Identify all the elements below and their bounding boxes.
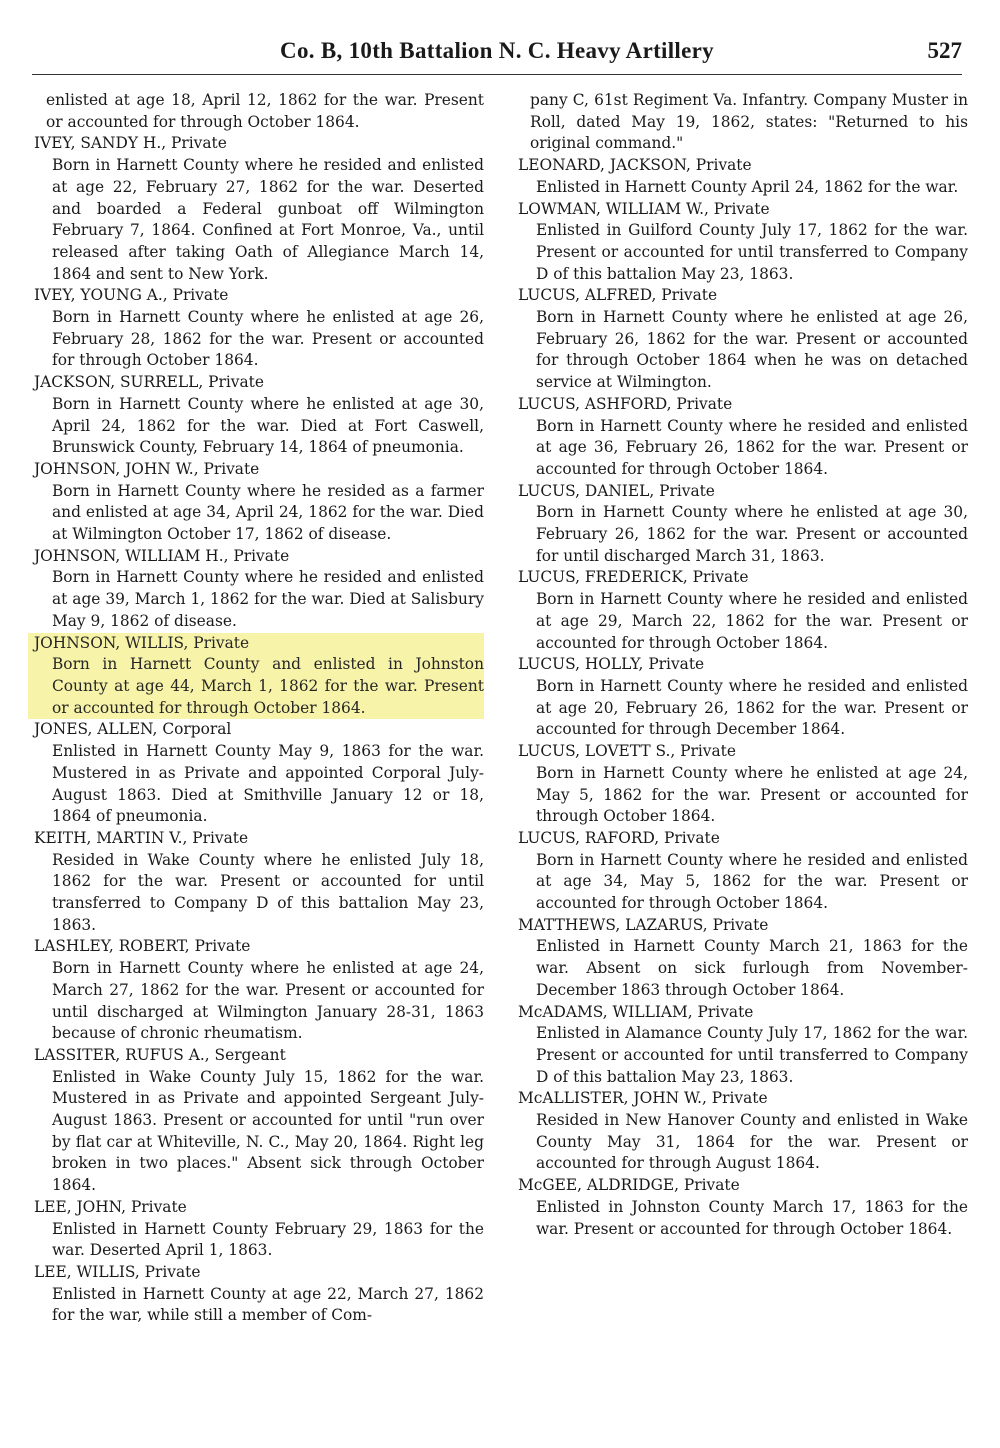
page-number: 527 — [927, 38, 962, 63]
entry-name: LUCUS, DANIEL, Private — [518, 481, 715, 500]
entry-text: Born in Harnett County where he enlisted at age 30, February 26, 1862 for the war. Present or accounted for until discharged March 31, 1863. — [536, 503, 968, 565]
roster-entry — [28, 828, 484, 937]
roster-entry — [28, 133, 484, 285]
entry-text: pany C, 61st Regiment Va. Infantry. Company Muster in Roll, dated May 19, 1862, states: "Returned to his original command." — [530, 91, 968, 153]
entry-text: Enlisted in Guilford County July 17, 1862 for the war. Present or accounted for until transferred to Company D of this battalion May 23, 1863. — [536, 221, 968, 283]
roster-entry — [28, 1262, 484, 1327]
entry-name: LUCUS, RAFORD, Private — [518, 828, 720, 847]
page-header — [32, 34, 962, 75]
entry-name: MATTHEWS, LAZARUS, Private — [518, 915, 769, 934]
roster-entry — [28, 936, 484, 1045]
entry-name: JOHNSON, WILLIS, Private — [34, 633, 250, 652]
roster-entry — [28, 546, 484, 633]
entry-text: Enlisted in Wake County July 15, 1862 for the war. Mustered in as Private and appointed Sergeant July-August 1863. Present or accounted for until "run over by flat car at Whiteville, N. C., May 20, 1864. Right leg broken in two places." Absent sick through October 1864. — [52, 1067, 484, 1195]
entry-name: LEE, JOHN, Private — [34, 1197, 187, 1216]
entry-name: LEONARD, JACKSON, Private — [518, 156, 752, 175]
roster-entry — [512, 915, 968, 1002]
entry-name: JOHNSON, WILLIAM H., Private — [34, 546, 290, 565]
entry-name: LUCUS, ASHFORD, Private — [518, 394, 733, 413]
entry-name: LASHLEY, ROBERT, Private — [34, 937, 251, 956]
roster-entry — [512, 285, 968, 394]
roster-entry — [512, 654, 968, 741]
entry-text: Born in Harnett County where he resided and enlisted at age 20, February 26, 1862 for the war. Present or accounted for through December 1864. — [536, 676, 968, 739]
entry-text: Resided in Wake County where he enlisted July 18, 1862 for the war. Present or accounted for until transferred to Company D of this battalion May 23, 1863. — [52, 850, 484, 934]
roster-entry — [512, 1002, 968, 1089]
entry-name: LUCUS, FREDERICK, Private — [518, 568, 749, 587]
entry-text: Enlisted in Johnston County March 17, 1863 for the war. Present or accounted for through October 1864. — [536, 1197, 968, 1238]
entry-text: Born in Harnett County where he enlisted at age 26, February 26, 1862 for the war. Present or accounted for through October 1864 when he was on detached service at Wilmington. — [536, 308, 968, 392]
entry-text: Born in Harnett County where he resided and enlisted at age 36, February 26, 1862 for the war. Present or accounted for through October 1864. — [536, 416, 968, 478]
entry-text: Born in Harnett County where he enlisted at age 30, April 24, 1862 for the war. Died at Fort Caswell, Brunswick County, February 14, 1864 of pneumonia. — [52, 394, 484, 457]
entry-text: Born in Harnett County where he resided and enlisted at age 34, May 5, 1862 for the war. Present or accounted for through October 1864. — [536, 850, 968, 913]
roster-entry — [512, 394, 968, 481]
roster-entry-continuation — [28, 90, 484, 133]
running-title: Co. B, 10th Battalion N. C. Heavy Artillery — [280, 38, 714, 63]
entry-text: Born in Harnett County where he resided and enlisted at age 22, February 27, 1862 for the war. Deserted and boarded a Federal gunboat off Wilmington February 7, 1864. Confined at Fort Monroe, Va., until released after taking Oath of Allegiance March 14, 1864 and sent to New York. — [52, 156, 484, 283]
roster-entry — [28, 1045, 484, 1197]
entry-name: LASSITER, RUFUS A., Sergeant — [34, 1045, 286, 1064]
roster-entry — [28, 285, 484, 372]
roster-entry — [512, 741, 968, 828]
highlighted-roster-entry — [28, 633, 484, 720]
entry-name: McGEE, ALDRIDGE, Private — [518, 1176, 740, 1195]
entry-name: McALLISTER, JOHN W., Private — [518, 1089, 768, 1108]
entry-text: Born in Harnett County where he resided as a farmer and enlisted at age 34, April 24, 1862 for the war. Died at Wilmington October 17, 1862 of disease. — [52, 481, 484, 544]
entry-name: LUCUS, HOLLY, Private — [518, 655, 705, 674]
entry-text: Born in Harnett County where he enlisted at age 26, February 28, 1862 for the war. Present or accounted for through October 1864. — [52, 308, 484, 370]
roster-entry — [512, 1088, 968, 1175]
roster-entry — [28, 1197, 484, 1262]
entry-text: Enlisted in Alamance County July 17, 1862 for the war. Present or accounted for until transferred to Company D of this battalion May 23, 1863. — [536, 1024, 968, 1086]
roster-entry-continuation — [512, 90, 968, 155]
entry-name: JONES, ALLEN, Corporal — [34, 720, 232, 739]
roster-entry — [512, 828, 968, 915]
right-column — [512, 90, 968, 1430]
entry-text: Born in Harnett County where he enlisted at age 24, March 27, 1862 for the war. Present or accounted for until discharged at Wilmington January 28-31, 1863 because of chronic rheumatism. — [52, 959, 484, 1043]
entry-text: Born in Harnett County where he resided and enlisted at age 39, March 1, 1862 for the war. Died at Salisbury May 9, 1862 of disease. — [52, 568, 484, 630]
entry-text: Born in Harnett County where he resided and enlisted at age 29, March 22, 1862 for the war. Present or accounted for through October 1864. — [536, 590, 968, 652]
entry-text: Born in Harnett County and enlisted in Johnston County at age 44, March 1, 1862 for the war. Present or accounted for through October 1864. — [52, 655, 484, 717]
left-column — [28, 90, 484, 1430]
entry-text: Resided in New Hanover County and enlisted in Wake County May 31, 1864 for the war. Present or accounted for through August 1864. — [536, 1111, 968, 1173]
entry-name: JACKSON, SURRELL, Private — [34, 373, 264, 392]
roster-entry — [28, 459, 484, 546]
entry-text: Enlisted in Harnett County May 9, 1863 for the war. Mustered in as Private and appointed Corporal July-August 1863. Died at Smithville January 12 or 18, 1864 of pneumonia. — [52, 742, 484, 826]
entry-text: Enlisted in Harnett County at age 22, March 27, 1862 for the war, while still a member of Com- — [52, 1284, 484, 1325]
entry-text: Born in Harnett County where he enlisted at age 24, May 5, 1862 for the war. Present or accounted for through October 1864. — [536, 763, 968, 826]
entry-name: LOWMAN, WILLIAM W., Private — [518, 199, 770, 218]
roster-entry — [512, 481, 968, 568]
entry-text: Enlisted in Harnett County March 21, 1863 for the war. Absent on sick furlough from November-December 1863 through October 1864. — [536, 937, 968, 999]
entry-name: KEITH, MARTIN V., Private — [34, 828, 249, 847]
entry-name: JOHNSON, JOHN W., Private — [34, 459, 260, 478]
roster-entry — [28, 719, 484, 828]
entry-name: LUCUS, ALFRED, Private — [518, 286, 718, 305]
entry-text: enlisted at age 18, April 12, 1862 for the war. Present or accounted for through October 1864. — [46, 91, 484, 131]
roster-entry — [512, 567, 968, 654]
entry-name: McADAMS, WILLIAM, Private — [518, 1002, 754, 1021]
entry-name: LUCUS, LOVETT S., Private — [518, 742, 736, 761]
entry-name: IVEY, YOUNG A., Private — [34, 286, 229, 305]
entry-text: Enlisted in Harnett County February 29, 1863 for the war. Deserted April 1, 1863. — [52, 1219, 484, 1260]
entry-text: Enlisted in Harnett County April 24, 1862 for the war. — [536, 177, 959, 196]
roster-entry — [512, 1175, 968, 1240]
roster-entry — [512, 155, 968, 198]
roster-entry — [28, 372, 484, 459]
roster-entry — [512, 199, 968, 286]
entry-name: LEE, WILLIS, Private — [34, 1262, 201, 1281]
entry-name: IVEY, SANDY H., Private — [34, 134, 227, 153]
